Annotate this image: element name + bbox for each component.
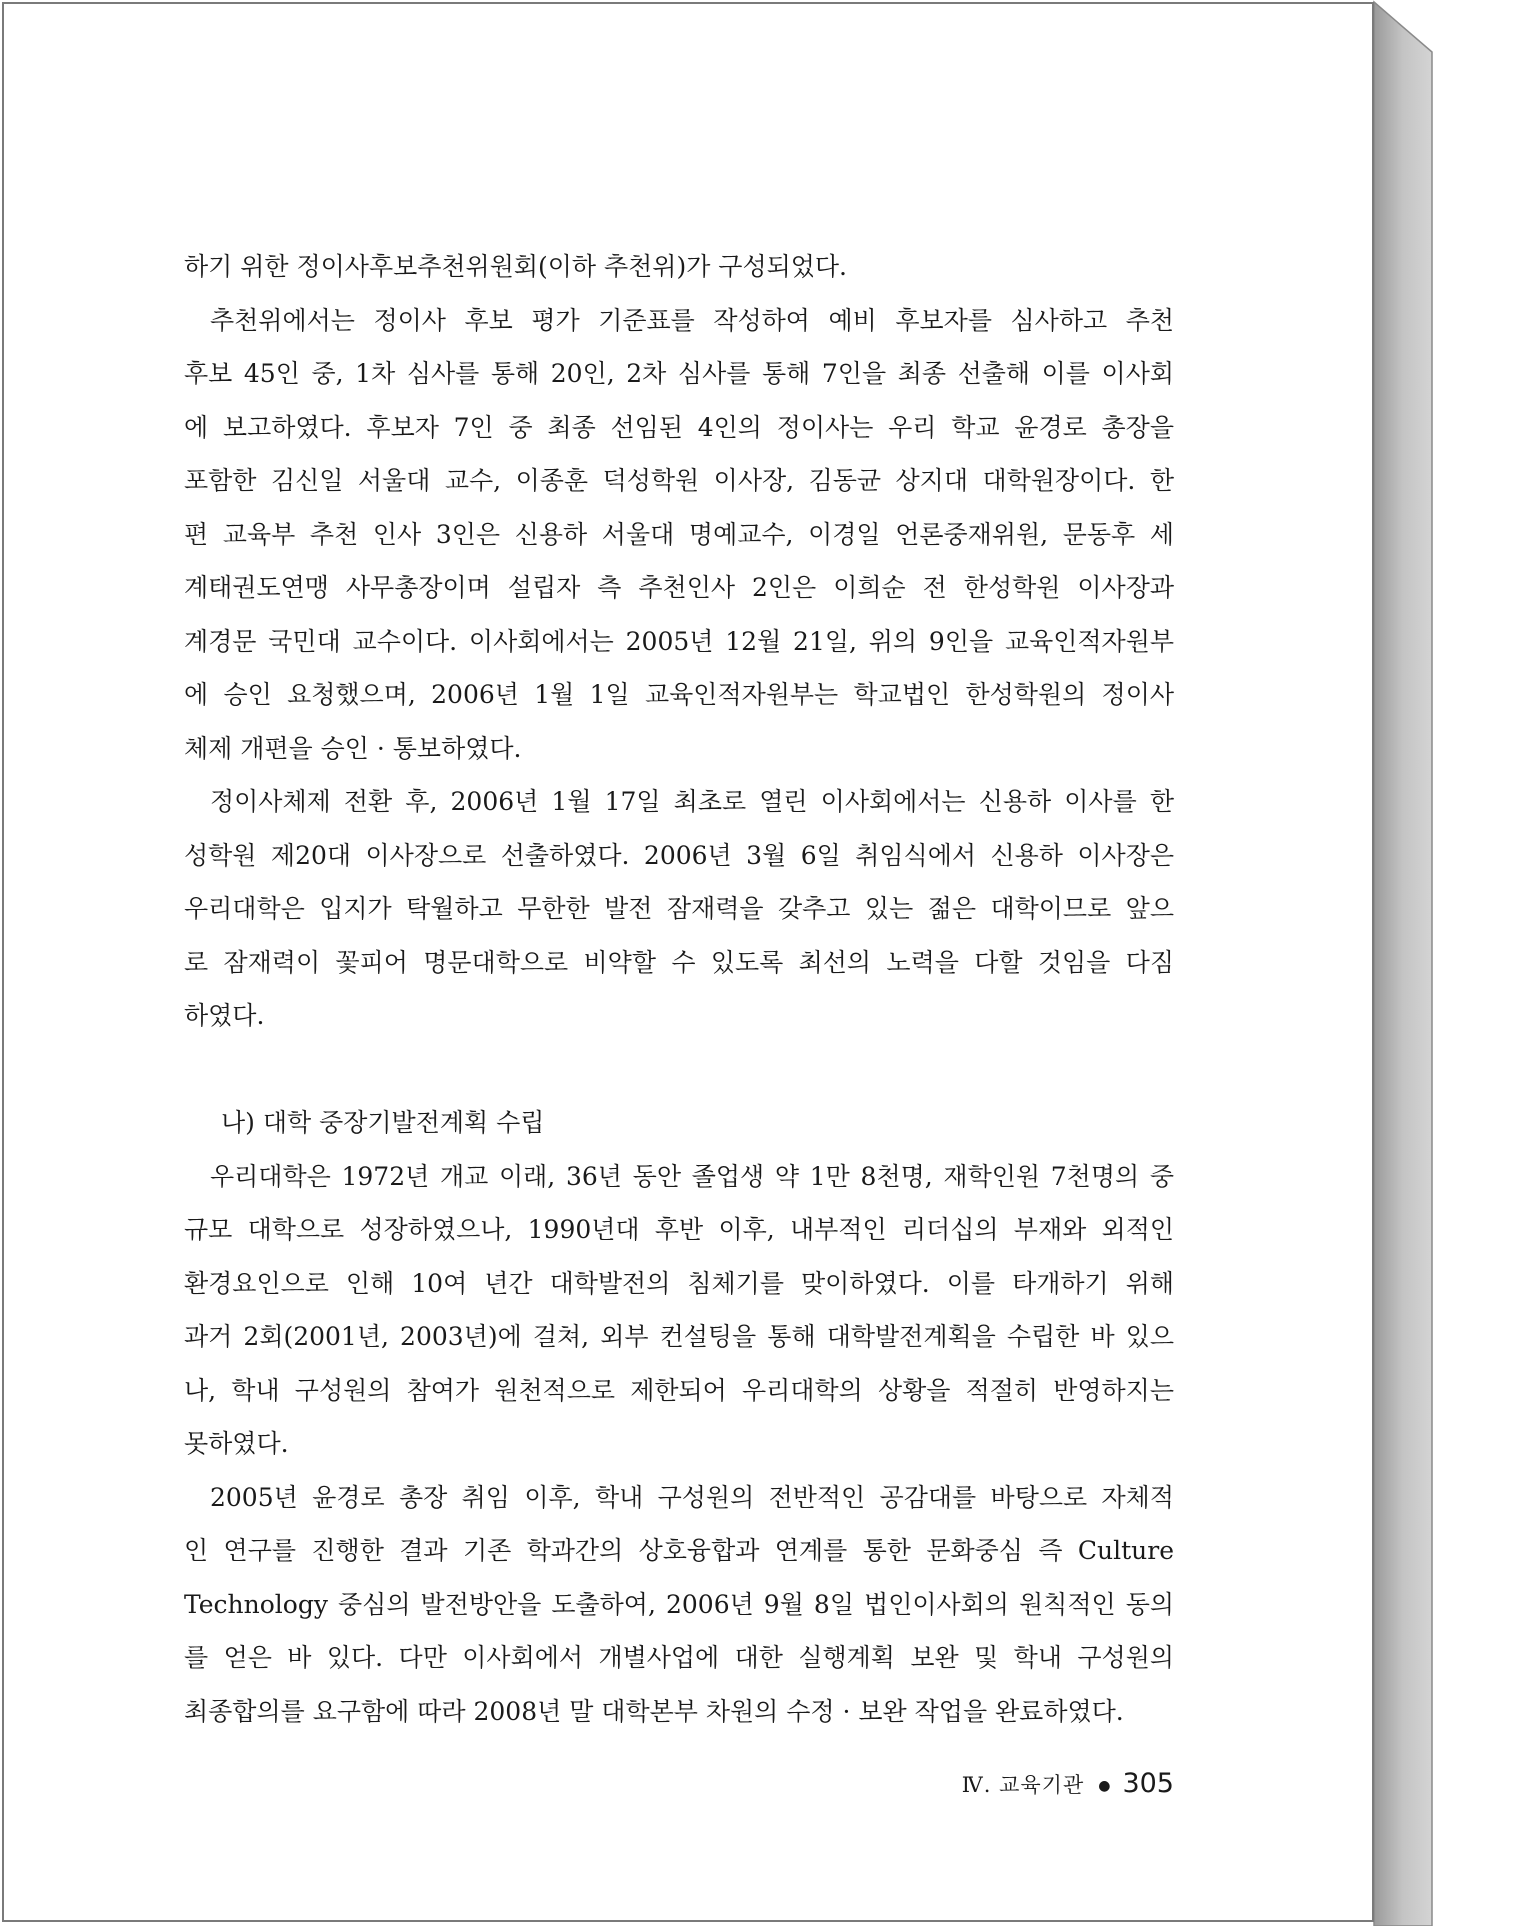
text-line: 나, 학내 구성원의 참여가 원천적으로 제한되어 우리대학의 상황을 적절히 반영하지는 bbox=[184, 1375, 1174, 1405]
section-heading bbox=[184, 1096, 1174, 1150]
text-line: 2005년 윤경로 총장 취임 이후, 학내 구성원의 전반적인 공감대를 바탕으로 자체적 bbox=[210, 1482, 1174, 1512]
footer-bullet-icon: ● bbox=[1098, 1777, 1111, 1794]
text-line: 에 승인 요청했으며, 2006년 1월 1일 교육인적자원부는 학교법인 한성학원의 정이사 bbox=[184, 680, 1174, 709]
page-body bbox=[184, 240, 1174, 1738]
text-line: 로 잠재력이 꽃피어 명문대학으로 비약할 수 있도록 최선의 노력을 다할 것임을 다짐 bbox=[184, 947, 1174, 977]
text-line: 편 교육부 추천 인사 3인은 신용하 서울대 명예교수, 이경일 언론중재위원, 문동후 세 bbox=[184, 519, 1174, 549]
text-line: 인 연구를 진행한 결과 기존 학과간의 상호융합과 연계를 통한 문화중심 즉 Culture bbox=[184, 1536, 1174, 1565]
text-line: 정이사체제 전환 후, 2006년 1월 17일 최초로 열린 이사회에서는 신용하 이사를 한 bbox=[210, 787, 1174, 816]
text-line: 하였다. bbox=[184, 1001, 265, 1030]
paragraph bbox=[184, 294, 1174, 776]
text-line: 포함한 김신일 서울대 교수, 이종훈 덕성학원 이사장, 김동균 상지대 대학원장이다. 한 bbox=[184, 466, 1174, 495]
text-line: 계태권도연맹 사무총장이며 설립자 측 추천인사 2인은 이희순 전 한성학원 이사장과 bbox=[184, 573, 1174, 602]
footer-section-title: Ⅳ. 교육기관 bbox=[961, 1773, 1085, 1797]
text-line: 성학원 제20대 이사장으로 선출하였다. 2006년 3월 6일 취임식에서 신용하 이사장은 bbox=[184, 840, 1174, 870]
heading-text: 나) 대학 중장기발전계획 수립 bbox=[221, 1108, 545, 1137]
text-line: 후보 45인 중, 1차 심사를 통해 20인, 2차 심사를 통해 7인을 최종 선출해 이를 이사회 bbox=[184, 359, 1174, 388]
page-footer bbox=[184, 1764, 1174, 1806]
text-line: 규모 대학으로 성장하였으나, 1990년대 후반 이후, 내부적인 리더십의 부재와 외적인 bbox=[184, 1215, 1174, 1244]
paragraph bbox=[184, 240, 1174, 294]
paragraph bbox=[184, 1471, 1174, 1739]
text-line: 최종합의를 요구함에 따라 2008년 말 대학본부 차원의 수정 · 보완 작업을 완료하였다. bbox=[184, 1696, 1124, 1726]
text-line: 환경요인으로 인해 10여 년간 대학발전의 침체기를 맞이하였다. 이를 타개하기 위해 bbox=[184, 1268, 1174, 1298]
paragraph bbox=[184, 1150, 1174, 1471]
text-line: 계경문 국민대 교수이다. 이사회에서는 2005년 12월 21일, 위의 9인을 교육인적자원부 bbox=[184, 626, 1174, 656]
text-line: 추천위에서는 정이사 후보 평가 기준표를 작성하여 예비 후보자를 심사하고 추천 bbox=[210, 305, 1174, 335]
document-page bbox=[2, 2, 1374, 1922]
text-line: Technology 중심의 발전방안을 도출하여, 2006년 9월 8일 법인이사회의 원칙적인 동의 bbox=[184, 1589, 1174, 1619]
text-line: 에 보고하였다. 후보자 7인 중 최종 선임된 4인의 정이사는 우리 학교 윤경로 총장을 bbox=[184, 412, 1174, 442]
page-number: 305 bbox=[1122, 1768, 1174, 1799]
text-line: 못하였다. bbox=[184, 1429, 289, 1458]
blank-line bbox=[184, 1043, 1174, 1097]
text-line: 우리대학은 입지가 탁월하고 무한한 발전 잠재력을 갖추고 있는 젊은 대학이므로 앞으 bbox=[184, 894, 1174, 923]
paragraph bbox=[184, 775, 1174, 1043]
text-line: 를 얻은 바 있다. 다만 이사회에서 개별사업에 대한 실행계획 보완 및 학내 구성원의 bbox=[184, 1643, 1174, 1672]
text-line: 우리대학은 1972년 개교 이래, 36년 동안 졸업생 약 1만 8천명, 재학인원 7천명의 중 bbox=[210, 1161, 1174, 1191]
text-line: 과거 2회(2001년, 2003년)에 걸쳐, 외부 컨설팅을 통해 대학발전계획을 수립한 바 있으 bbox=[184, 1322, 1174, 1351]
text-line: 하기 위한 정이사후보추천위원회(이하 추천위)가 구성되었다. bbox=[184, 252, 847, 281]
text-line: 체제 개편을 승인 · 통보하였다. bbox=[184, 733, 522, 763]
